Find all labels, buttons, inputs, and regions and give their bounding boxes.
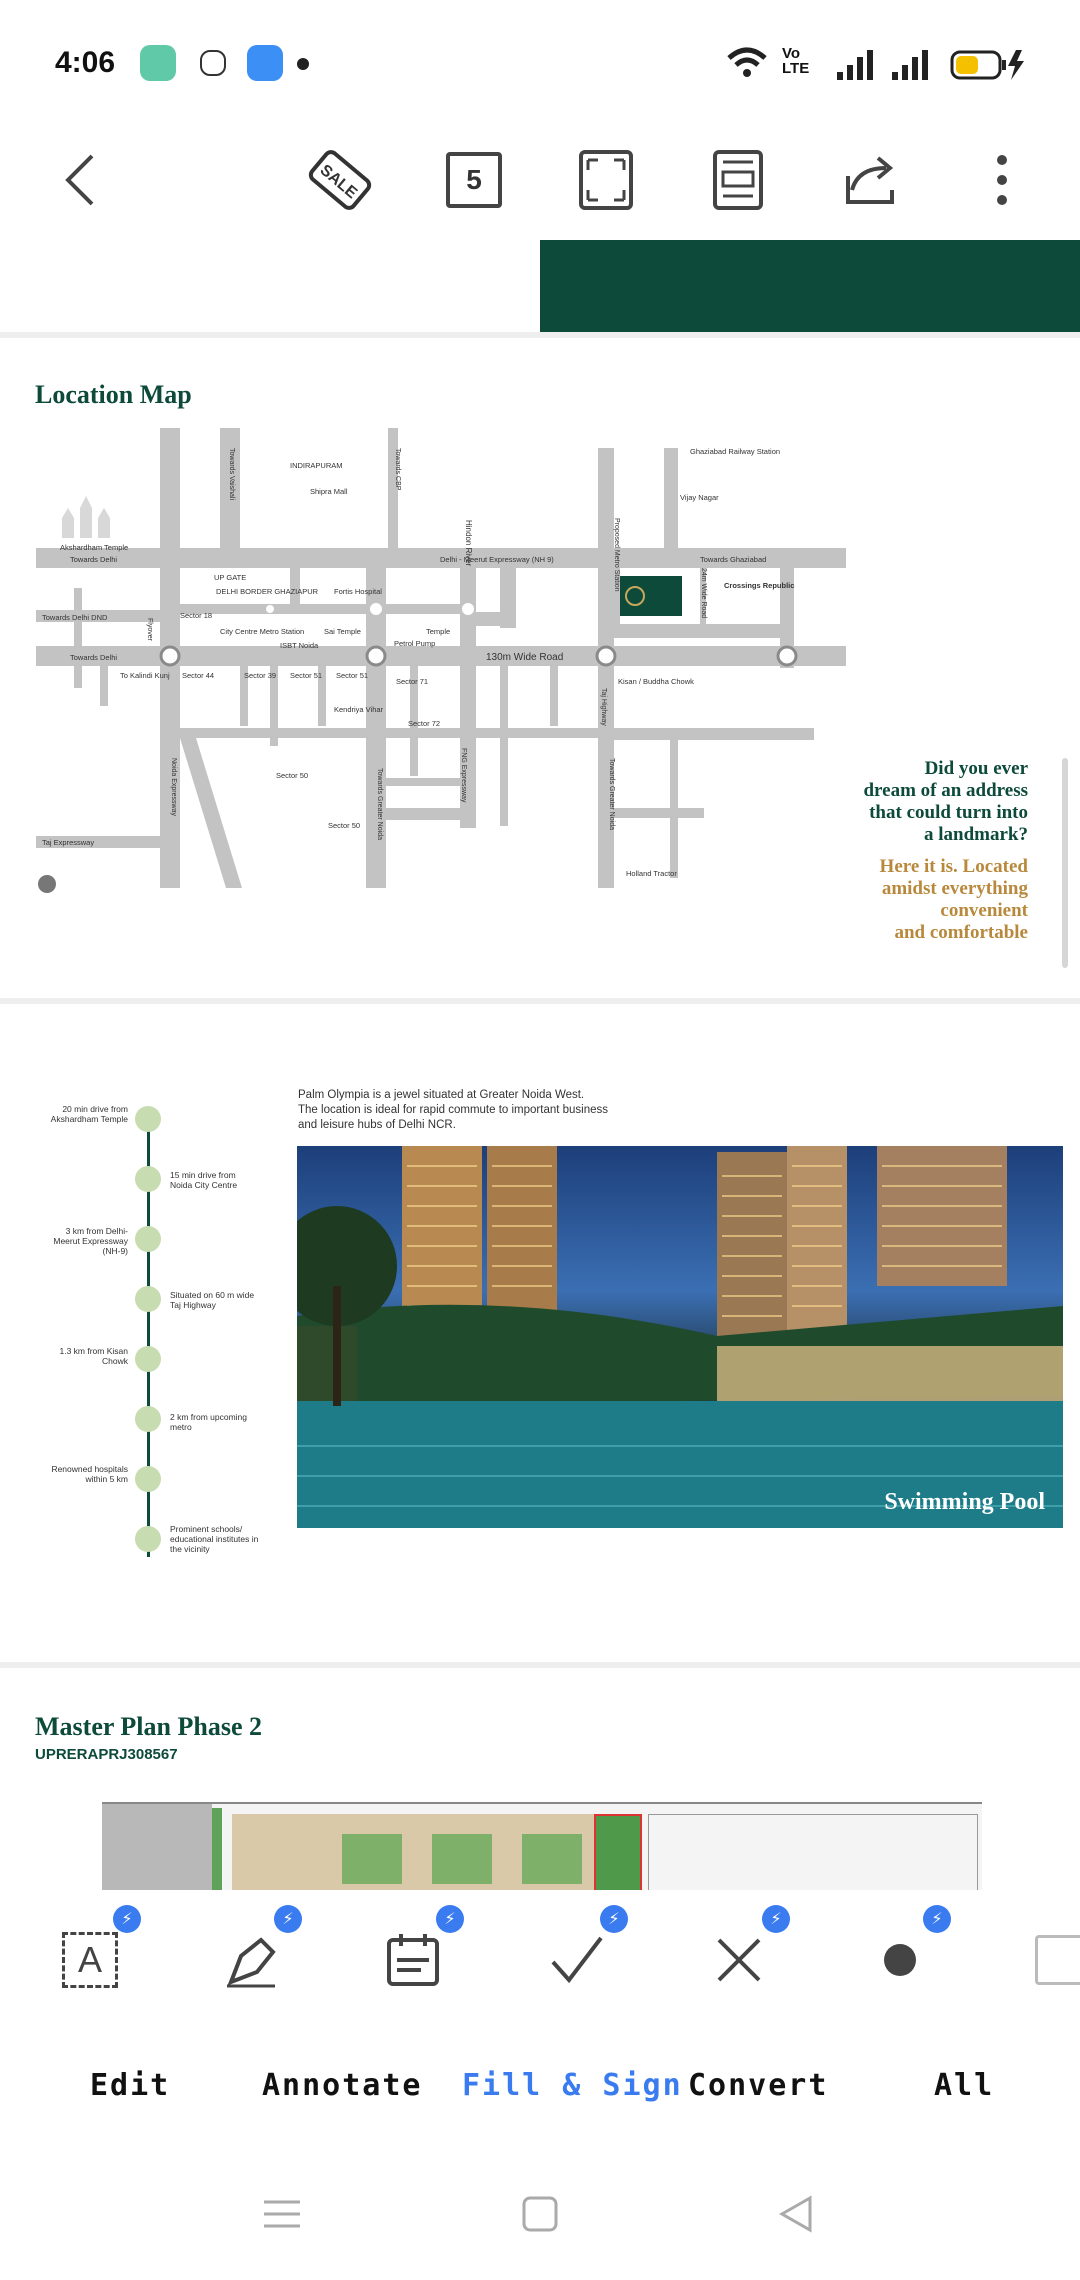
map-label: Sector 44 xyxy=(182,671,215,680)
tagline-line: that could turn into xyxy=(869,802,1028,823)
reader-mode-button[interactable] xyxy=(698,140,778,220)
edit-text-tool[interactable] xyxy=(45,1911,135,2005)
map-label: Sector 72 xyxy=(408,719,441,728)
map-label: Flyover xyxy=(146,618,153,641)
map-label: Sector 39 xyxy=(244,671,277,680)
tab-annotate[interactable]: Annotate xyxy=(262,2068,423,2103)
map-label: Hindon River xyxy=(464,520,473,567)
map-label: Crossings Republic xyxy=(724,581,795,590)
plan-block xyxy=(594,1814,642,1890)
master-plan-drawing xyxy=(102,1802,982,1890)
wifi-icon xyxy=(725,44,770,80)
plan-block xyxy=(342,1834,402,1884)
timeline-item: 2 km from upcoming metro xyxy=(170,1412,247,1432)
dot-icon xyxy=(870,1930,930,1990)
cross-tool[interactable] xyxy=(694,1911,784,2005)
page-title: Location Map xyxy=(35,380,192,409)
pro-badge-icon: ⚡ xyxy=(274,1905,302,1933)
plan-block xyxy=(522,1834,582,1884)
tagline-question xyxy=(863,758,1028,846)
share-button[interactable] xyxy=(830,140,910,220)
intro-text xyxy=(298,1088,608,1133)
sale-tag-icon xyxy=(305,145,375,215)
plan-block xyxy=(212,1808,222,1890)
pro-badge-icon: ⚡ xyxy=(436,1905,464,1933)
map-label: Petrol Pump xyxy=(394,639,436,648)
tab-bar xyxy=(0,2020,1080,2160)
map-label: Delhi - Meerut Expressway (NH 9) xyxy=(440,555,554,564)
timeline-dot xyxy=(135,1226,161,1252)
timeline-dot xyxy=(135,1346,161,1372)
map-label: 130m Wide Road xyxy=(486,652,564,663)
tab-fill-sign[interactable]: Fill & Sign xyxy=(462,2068,683,2103)
map-label: Shipra Mall xyxy=(310,487,348,496)
map-label: Akshardham Temple xyxy=(60,543,129,552)
timeline-item: Prominent schools/ educational institutes in the vicinity xyxy=(170,1524,259,1554)
map-label: UP GATE xyxy=(214,573,247,582)
more-icon xyxy=(992,150,1012,210)
previous-page xyxy=(0,240,1080,332)
annotate-tool[interactable] xyxy=(206,1911,296,2005)
back-icon xyxy=(60,150,100,210)
rera-number: UPRERAPRJ308567 xyxy=(35,1746,178,1763)
top-toolbar xyxy=(0,120,1080,240)
check-tool[interactable] xyxy=(532,1911,622,2005)
pro-badge-icon: ⚡ xyxy=(923,1905,951,1933)
pen-annotate-icon xyxy=(221,1930,281,1990)
battery-icon xyxy=(950,48,1030,82)
map-label: INDIRAPURAM xyxy=(290,461,343,470)
timeline-dot xyxy=(135,1286,161,1312)
browser-notification-icon xyxy=(247,45,283,81)
project-marker xyxy=(620,576,682,616)
map-label: Noida Expressway xyxy=(170,758,177,816)
tagline-line: Did you ever xyxy=(924,758,1028,779)
next-tool-partial[interactable] xyxy=(1035,1935,1080,1985)
reader-mode-icon xyxy=(710,148,766,212)
app-notification-icon xyxy=(140,45,176,81)
more-button[interactable] xyxy=(962,140,1042,220)
map-label: To Kalindi Kunj xyxy=(120,671,170,680)
timeline-dot xyxy=(135,1406,161,1432)
date-tool[interactable] xyxy=(368,1911,458,2005)
intro-line: Palm Olympia is a jewel situated at Greater Noida West. xyxy=(298,1089,585,1101)
plan-block xyxy=(648,1814,978,1890)
timeline-item: Renowned hospitals within 5 km xyxy=(51,1464,128,1484)
map-label: DELHI BORDER GHAZIAPUR xyxy=(216,587,319,596)
map-label: Proposed Metro Station xyxy=(613,518,620,592)
back-button[interactable] xyxy=(40,140,120,220)
timeline-item: 3 km from Delhi-Meerut Expressway (NH-9) xyxy=(53,1226,128,1256)
map-label: Towards Delhi DND xyxy=(42,613,108,622)
map-label: Towards Greater Noida xyxy=(608,758,615,830)
pro-badge-icon: ⚡ xyxy=(600,1905,628,1933)
signal-icon-2 xyxy=(890,48,934,82)
map-label: Towards Vaishali xyxy=(228,448,235,501)
map-label: Taj Highway xyxy=(600,688,607,726)
fullscreen-icon xyxy=(576,148,636,212)
pro-badge-icon: ⚡ xyxy=(762,1905,790,1933)
status-bar xyxy=(0,0,1080,120)
timeline-item: 15 min drive from Noida City Centre xyxy=(170,1170,238,1190)
page-count-icon: 5 xyxy=(446,152,502,208)
tagline-line: a landmark? xyxy=(924,824,1028,845)
map-label: Sector 50 xyxy=(328,821,361,830)
check-icon xyxy=(547,1930,607,1990)
map-label: Towards Greater Noida xyxy=(376,768,383,840)
tab-edit[interactable]: Edit xyxy=(90,2068,171,2103)
features-page xyxy=(0,1004,1080,1662)
timeline-item: 20 min drive from Akshardham Temple xyxy=(50,1104,128,1124)
map-label: Kendriya Vihar xyxy=(334,705,384,714)
map-label: Taj Expressway xyxy=(42,838,95,847)
recents-button[interactable] xyxy=(262,2194,302,2239)
home-button[interactable] xyxy=(520,2194,560,2239)
map-label: Sector 51 xyxy=(290,671,323,680)
map-label: Vijay Nagar xyxy=(680,493,719,502)
map-label: Ghaziabad Railway Station xyxy=(690,447,781,456)
timeline-item: 1.3 km from Kisan Chowk xyxy=(59,1346,128,1366)
map-label: Sai Temple xyxy=(324,627,361,636)
map-label: Towards Delhi xyxy=(70,653,118,662)
map-label: 24m Wide Road xyxy=(700,568,707,619)
share-icon xyxy=(838,150,902,210)
svg-text:SALE: SALE xyxy=(316,161,361,203)
map-label: FNG Expressway xyxy=(460,748,467,803)
green-banner xyxy=(540,240,1080,332)
plan-block xyxy=(102,1804,212,1890)
tab-all[interactable]: All xyxy=(934,2068,995,2103)
map-label: Towards CBP xyxy=(394,448,401,491)
north-arrow-icon xyxy=(38,875,56,893)
volte-indicator: Vo LTE xyxy=(782,45,810,77)
menu-icon xyxy=(262,2194,302,2234)
page-title: Master Plan Phase 2 xyxy=(35,1712,262,1741)
map-label: Towards Delhi xyxy=(70,555,118,564)
fullscreen-button[interactable] xyxy=(566,140,646,220)
back-triangle-icon xyxy=(776,2194,816,2234)
calendar-icon xyxy=(383,1930,443,1990)
map-label: Temple xyxy=(426,627,451,636)
tool-strip xyxy=(0,1890,1080,2020)
tagline-answer xyxy=(880,856,1028,944)
map-label: City Centre Metro Station xyxy=(220,627,305,636)
timeline-dot xyxy=(135,1166,161,1192)
map-label: Sector 50 xyxy=(276,771,309,780)
recording-notification-icon xyxy=(200,50,226,76)
sale-button[interactable] xyxy=(300,140,380,220)
dot-tool[interactable] xyxy=(855,1911,945,2005)
map-label: Sector 51 xyxy=(336,671,369,680)
clock: 4:06 xyxy=(55,46,116,79)
map-label: Fortis Hospital xyxy=(334,587,382,596)
map-label: Sector 71 xyxy=(396,677,429,686)
tagline-line: dream of an address xyxy=(863,780,1028,801)
tagline-line: Here it is. Located xyxy=(879,856,1028,877)
more-notifications-icon xyxy=(297,58,309,70)
map-label: ISBT Noida xyxy=(280,641,319,650)
swimming-pool-photo xyxy=(297,1146,1063,1528)
text-edit-icon: A xyxy=(62,1932,118,1988)
scrollbar[interactable] xyxy=(1062,758,1068,968)
temple-icon xyxy=(62,496,110,538)
map-label: Sector 18 xyxy=(180,611,213,620)
master-plan-page xyxy=(0,1668,1080,1890)
pro-badge-icon: ⚡ xyxy=(113,1905,141,1933)
tab-convert[interactable]: Convert xyxy=(688,2068,829,2103)
location-map-page xyxy=(0,338,1080,998)
tagline-line: convenient xyxy=(940,900,1028,921)
page-count-button[interactable] xyxy=(434,140,514,220)
tagline-line: and comfortable xyxy=(894,922,1028,943)
timeline-item: Situated on 60 m wide Taj Highway xyxy=(170,1290,255,1310)
timeline-dot xyxy=(135,1106,161,1132)
back-nav-button[interactable] xyxy=(776,2194,816,2239)
location-map xyxy=(30,428,850,988)
tagline-line: amidst everything xyxy=(881,878,1028,899)
map-label: Kisan / Buddha Chowk xyxy=(618,677,694,686)
photo-caption: Swimming Pool xyxy=(884,1489,1045,1515)
timeline-dot xyxy=(135,1526,161,1552)
intro-line: and leisure hubs of Delhi NCR. xyxy=(298,1119,456,1131)
pdf-viewer[interactable] xyxy=(0,240,1080,1890)
map-label: Towards Ghaziabad xyxy=(700,555,767,564)
map-label: Holland Tractor xyxy=(626,869,677,878)
home-icon xyxy=(520,2194,560,2234)
intro-line: The location is ideal for rapid commute to important business xyxy=(298,1104,609,1116)
signal-icon xyxy=(835,48,879,82)
cross-icon xyxy=(709,1930,769,1990)
timeline-dot xyxy=(135,1466,161,1492)
system-nav-bar xyxy=(0,2160,1080,2280)
pool-illustration xyxy=(297,1146,1063,1528)
plan-block xyxy=(432,1834,492,1884)
